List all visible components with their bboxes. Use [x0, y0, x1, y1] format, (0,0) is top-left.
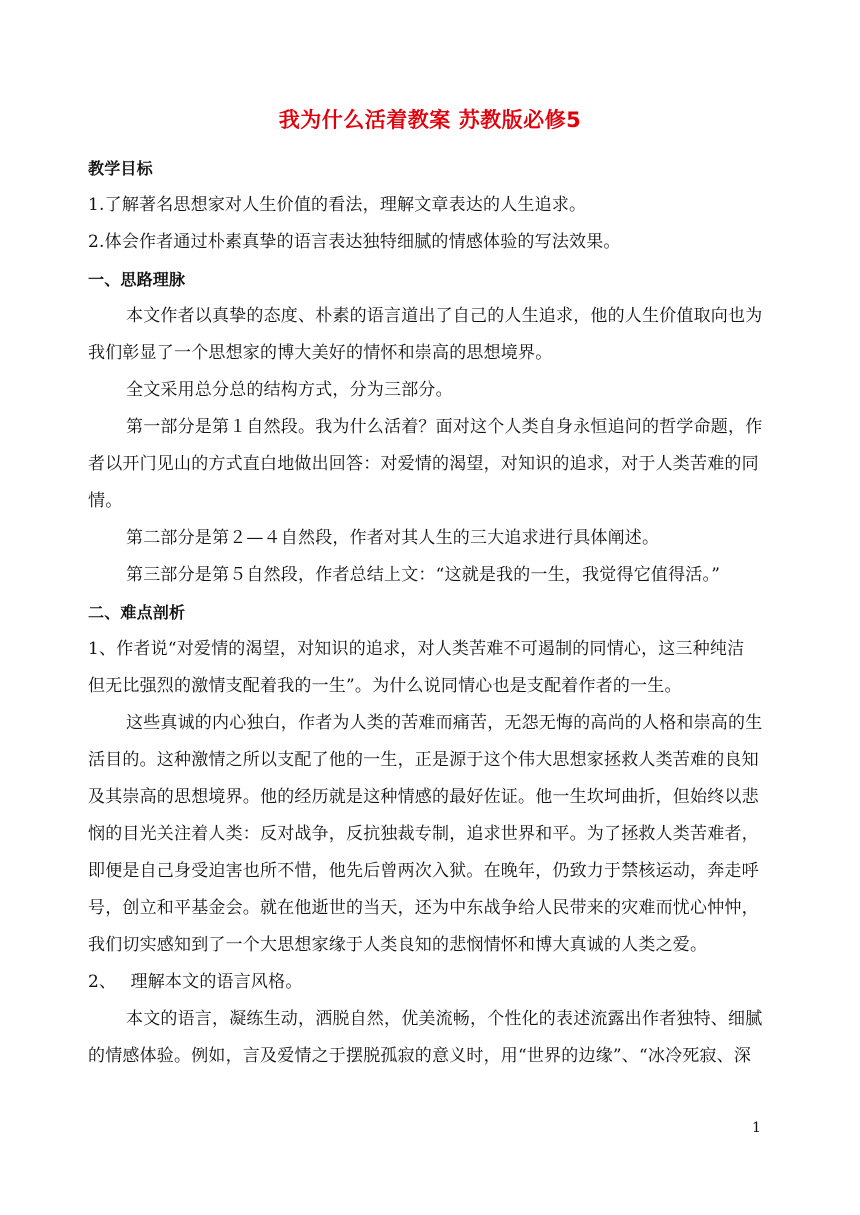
section-heading: 二、难点剖析: [88, 603, 186, 622]
text-line: 全文采用总分总的结构方式，分为三部分。: [126, 380, 453, 400]
text-line: 我们彰显了一个思想家的博大美好的情怀和崇高的思想境界。: [88, 343, 553, 363]
text-line: 号，创立和平基金会。就在他逝世的当天，还为中东战争给人民带来的灾难而忧心忡忡，: [88, 898, 759, 918]
text-line: 第三部分是第５自然段，作者总结上文：“这就是我的一生，我觉得它值得活。”: [126, 565, 721, 585]
text-line: 即便是自己身受迫害也所不惜，他先后曾两次入狱。在晚年，仍致力于禁核运动，奔走呼: [88, 861, 759, 881]
text-line: 及其崇高的思想境界。他的经历就是这种情感的最好佐证。他一生坎坷曲折，但始终以悲: [88, 787, 759, 807]
page-number: 1: [752, 1120, 761, 1136]
text-line: 2、 理解本文的语言风格。: [88, 972, 303, 992]
text-line: 这些真诚的内心独白，作者为人类的苦难而痛苦，无怨无悔的高尚的人格和崇高的生: [126, 713, 763, 733]
section-heading: 一、思路理脉: [88, 270, 186, 289]
text-line: 第二部分是第２—４自然段，作者对其人生的三大追求进行具体阐述。: [126, 528, 660, 548]
text-line: 1.了解著名思想家对人生价值的看法，理解文章表达的人生追求。: [88, 195, 587, 215]
document-body: [88, 150, 773, 1075]
document-title: 我为什么活着教案 苏教版必修5: [278, 108, 582, 132]
text-line: 2.体会作者通过朴素真挚的语言表达独特细腻的情感体验的写法效果。: [88, 232, 621, 252]
text-line: 的情感体验。例如，言及爱情之于摆脱孤寂的意义时，用“世界的边缘”、“冰冷死寂、深: [88, 1046, 752, 1066]
text-line: 活目的。这种激情之所以支配了他的一生，正是源于这个伟大思想家拯救人类苦难的良知: [88, 750, 759, 770]
text-line: 1、作者说“对爱情的渴望，对知识的追求，对人类苦难不可遏制的同情心，这三种纯洁: [88, 639, 745, 659]
text-line: 我们切实感知到了一个大思想家缘于人类良知的悲悯情怀和博大真诚的人类之爱。: [88, 935, 708, 955]
text-line: 本文的语言，凝练生动，洒脱自然，优美流畅，个性化的表述流露出作者独特、细腻: [126, 1009, 763, 1029]
text-line: 但无比强烈的激情支配着我的一生”。为什么说同情心也是支配着作者的一生。: [88, 676, 682, 696]
text-line: 本文作者以真挚的态度、朴素的语言道出了自己的人生追求，他的人生价值取向也为: [126, 306, 763, 326]
section-heading: 教学目标: [88, 159, 153, 178]
text-line: 者以开门见山的方式直白地做出回答：对爱情的渴望，对知识的追求，对于人类苦难的同: [88, 454, 759, 474]
text-line: 悯的目光关注着人类：反对战争，反抗独裁专制，追求世界和平。为了拯救人类苦难者，: [88, 824, 759, 844]
text-line: 情。: [88, 491, 123, 511]
text-line: 第一部分是第１自然段。我为什么活着？面对这个人类自身永恒追问的哲学命题，作: [126, 417, 763, 437]
